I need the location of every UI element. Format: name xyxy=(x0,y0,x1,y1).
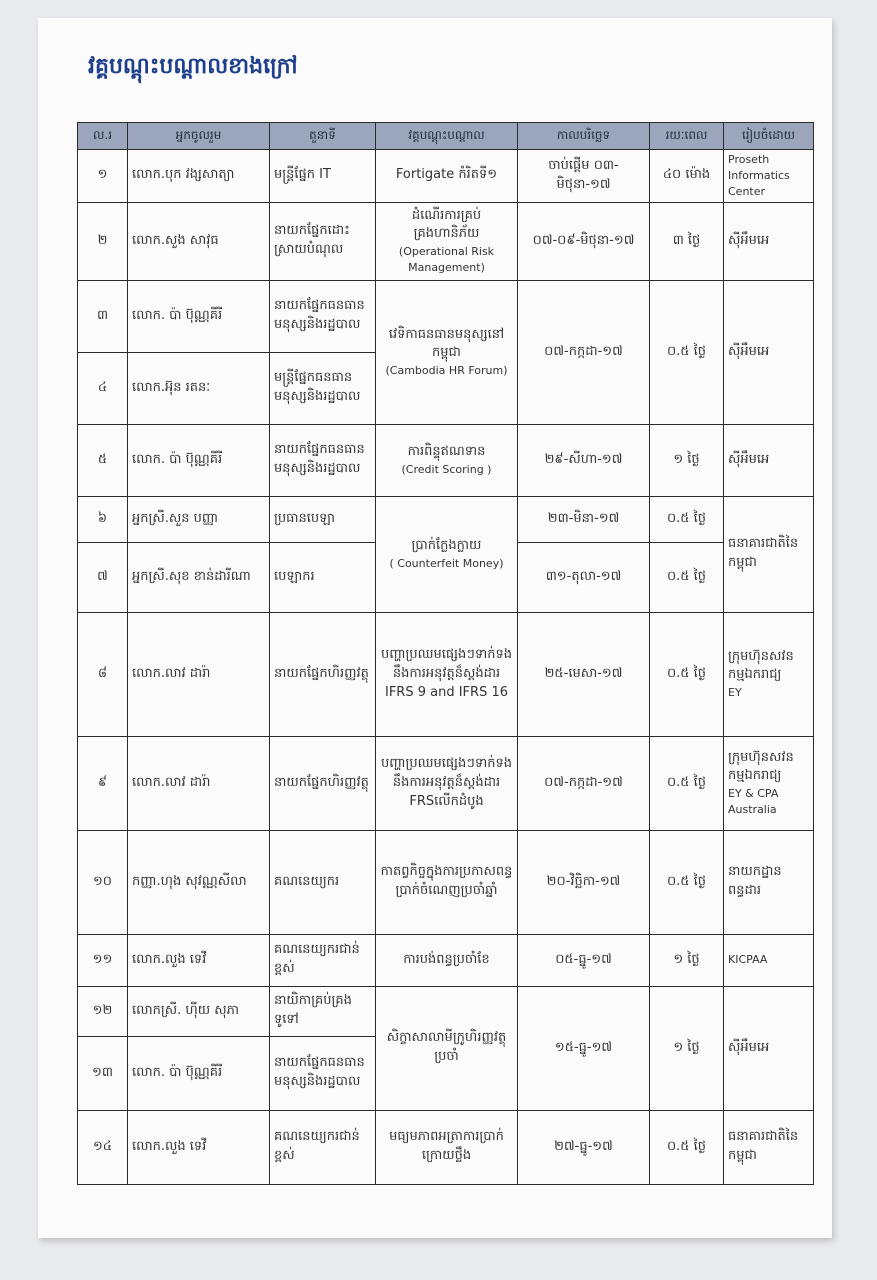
cell-role: គណនេយ្យករ xyxy=(270,830,376,934)
course-subtitle: (Cambodia HR Forum) xyxy=(385,364,508,378)
cell-date: ចាប់ផ្តើម ០៣-មិថុនា-១៧ xyxy=(518,150,650,203)
table-row xyxy=(78,736,814,830)
cell-role: មន្ត្រីផ្នែកធនធានមនុស្សនិងរដ្ឋបាល xyxy=(270,352,376,424)
cell-duration: ០.៥ ថ្ងៃ xyxy=(650,542,724,612)
course-title: វេទិកាធនធានមនុស្សនៅកម្ពុជា xyxy=(388,326,505,361)
cell-role: បេឡាករ xyxy=(270,542,376,612)
table-row xyxy=(78,986,814,1036)
cell-date: ២៩-សីហា-១៧ xyxy=(518,424,650,496)
cell-duration: ៤០ ម៉ោង xyxy=(650,150,724,203)
header-date: កាលបរិច្ឆេទ xyxy=(518,123,650,150)
header-course: វគ្គបណ្តុះបណ្តាល xyxy=(376,123,518,150)
cell-organizer: ធនាគារជាតិនៃកម្ពុជា xyxy=(724,1110,814,1184)
cell-no: ១៤ xyxy=(78,1110,128,1184)
cell-course: ការបង់ពន្ធប្រចាំខែ xyxy=(376,934,518,986)
cell-duration: ០.៥ ថ្ងៃ xyxy=(650,280,724,424)
cell-name: លោកស្រី. ហ៊ីយ សុភា xyxy=(128,986,270,1036)
table-row xyxy=(78,830,814,934)
cell-organizer xyxy=(724,612,814,736)
cell-role: នាយកផ្នែកធនធានមនុស្សនិងរដ្ឋបាល xyxy=(270,280,376,352)
cell-date: ០៧-០៩-មិថុនា-១៧ xyxy=(518,202,650,280)
cell-no: ១១ xyxy=(78,934,128,986)
course-title: ដំណើរការគ្រប់គ្រងហានិភ័យ xyxy=(411,207,482,242)
cell-no: ៤ xyxy=(78,352,128,424)
cell-date: ១៥-ធ្នូ-១៧ xyxy=(518,986,650,1110)
table-row xyxy=(78,280,814,352)
cell-course: Fortigate កំរិតទី១ xyxy=(376,150,518,203)
cell-date: ២៣-មិនា-១៧ xyxy=(518,496,650,542)
cell-organizer xyxy=(724,736,814,830)
cell-no: ៨ xyxy=(78,612,128,736)
table-row xyxy=(78,202,814,280)
training-table xyxy=(77,122,814,1185)
cell-organizer: ស៊ីអឹមអេ xyxy=(724,280,814,424)
cell-role: នាយកផ្នែកធនធានមនុស្សនិងរដ្ឋបាល xyxy=(270,424,376,496)
course-title: ការពិន្ទុឥណទាន xyxy=(407,443,486,459)
course-title: ប្រាក់ក្លែងក្លាយ xyxy=(411,537,482,553)
table-header-row xyxy=(78,123,814,150)
cell-organizer: KICPAA xyxy=(724,934,814,986)
cell-date: ០៥-ធ្នូ-១៧ xyxy=(518,934,650,986)
cell-name: អ្នកស្រី.សួន បញ្ញា xyxy=(128,496,270,542)
cell-name: លោក.អ៊ុន រតនៈ xyxy=(128,352,270,424)
course-subtitle: (Credit Scoring ) xyxy=(401,462,492,476)
organizer-subtitle: EY & CPA Australia xyxy=(728,787,779,817)
cell-organizer: ស៊ីអឹមអេ xyxy=(724,986,814,1110)
header-role: តួនាទី xyxy=(270,123,376,150)
header-participant: អ្នកចូលរួម xyxy=(128,123,270,150)
cell-course: បញ្ហាប្រឈមផ្សេងៗទាក់ទងនឹងការអនុវត្តន៏ស្តង់ដារ IFRS 9 and IFRS 16 xyxy=(376,612,518,736)
cell-duration: ១ ថ្ងៃ xyxy=(650,986,724,1110)
cell-role: នាយកផ្នែកហិរញ្ញវត្ថុ xyxy=(270,736,376,830)
cell-duration: ០.៥ ថ្ងៃ xyxy=(650,830,724,934)
cell-organizer: ធនាគារជាតិនៃកម្ពុជា xyxy=(724,496,814,612)
cell-date: ០៧-កក្កដា-១៧ xyxy=(518,280,650,424)
cell-organizer: Proseth Informatics Center xyxy=(724,150,814,203)
cell-course xyxy=(376,496,518,612)
cell-name: លោក.សួង សាវុធ xyxy=(128,202,270,280)
cell-duration: ០.៥ ថ្ងៃ xyxy=(650,612,724,736)
cell-name: លោក.លាវ ដារ៉ា xyxy=(128,736,270,830)
cell-course: បញ្ហាប្រឈមផ្សេងៗទាក់ទងនឹងការអនុវត្តន៏ស្តង់ដារ FRSលើកដំបូង xyxy=(376,736,518,830)
cell-role: នាយកផ្នែកហិរញ្ញវត្ថុ xyxy=(270,612,376,736)
cell-role: នាយកផ្នែកធនធានមនុស្សនិងរដ្ឋបាល xyxy=(270,1036,376,1110)
organizer-subtitle: EY xyxy=(728,686,742,700)
cell-organizer: នាយកដ្ឋានពន្ធដារ xyxy=(724,830,814,934)
cell-role: ប្រធានបេឡា xyxy=(270,496,376,542)
table-row xyxy=(78,496,814,542)
table-row xyxy=(78,934,814,986)
course-subtitle: (Operational Risk Management) xyxy=(398,245,495,275)
cell-no: ៧ xyxy=(78,542,128,612)
cell-organizer: ស៊ីអឹមអេ xyxy=(724,424,814,496)
table-row xyxy=(78,150,814,203)
cell-duration: ១ ថ្ងៃ xyxy=(650,934,724,986)
cell-course: មធ្យមភាពអត្រាការប្រាក់ក្រោយថ្លឹង xyxy=(376,1110,518,1184)
cell-no: ៦ xyxy=(78,496,128,542)
header-no: ល.រ xyxy=(78,123,128,150)
header-organizer: រៀបចំដោយ xyxy=(724,123,814,150)
cell-no: ១០ xyxy=(78,830,128,934)
organizer-name: ក្រុមហ៊ុនសវនកម្មឯករាជ្យ xyxy=(728,648,794,683)
cell-duration: ០.៥ ថ្ងៃ xyxy=(650,1110,724,1184)
cell-course xyxy=(376,202,518,280)
cell-date: ២៧-ធ្នូ-១៧ xyxy=(518,1110,650,1184)
cell-course xyxy=(376,280,518,424)
table-row xyxy=(78,1110,814,1184)
cell-no: ៣ xyxy=(78,280,128,352)
cell-role: នាយិកាគ្រប់គ្រងទូទៅ xyxy=(270,986,376,1036)
cell-no: ២ xyxy=(78,202,128,280)
cell-no: ១៣ xyxy=(78,1036,128,1110)
cell-name: កញ្ញា.ហុង សុវណ្ណសីលា xyxy=(128,830,270,934)
header-duration: រយៈពេល xyxy=(650,123,724,150)
cell-course xyxy=(376,424,518,496)
cell-role: នាយកផ្នែកដោះស្រាយបំណុល xyxy=(270,202,376,280)
cell-no: ៩ xyxy=(78,736,128,830)
cell-date: ៣១-តុលា-១៧ xyxy=(518,542,650,612)
cell-course: កាតព្វកិច្ចក្នុងការប្រកាសពន្ធប្រាក់ចំណេញប្រចាំឆ្នាំ xyxy=(376,830,518,934)
table-row xyxy=(78,424,814,496)
cell-no: ១ xyxy=(78,150,128,203)
course-subtitle: ( Counterfeit Money) xyxy=(389,556,504,570)
cell-duration: ១ ថ្ងៃ xyxy=(650,424,724,496)
cell-name: លោក. ប៉ា ប៊ុណ្ណគីរី xyxy=(128,280,270,352)
cell-date: ០៧-កក្កដា-១៧ xyxy=(518,736,650,830)
cell-name: លោក. ប៉ា ប៊ុណ្ណគីរី xyxy=(128,1036,270,1110)
cell-role: មន្ត្រីផ្នែក IT xyxy=(270,150,376,203)
page-title: វគ្គបណ្តុះបណ្តាលខាងក្រៅ xyxy=(88,54,298,79)
cell-role: គណនេយ្យករជាន់ខ្ពស់ xyxy=(270,1110,376,1184)
cell-role: គណនេយ្យករជាន់ខ្ពស់ xyxy=(270,934,376,986)
cell-duration: ០.៥ ថ្ងៃ xyxy=(650,496,724,542)
cell-name: លោក.លួង ទេវី xyxy=(128,934,270,986)
cell-name: លោក. ប៉ា ប៊ុណ្ណគីរី xyxy=(128,424,270,496)
training-table-wrapper xyxy=(77,122,813,1185)
cell-date: ២០-វិច្ឆិកា-១៧ xyxy=(518,830,650,934)
cell-name: លោក.លាវ ដារ៉ា xyxy=(128,612,270,736)
cell-name: អ្នកស្រី.សុខ ខាន់ដារីណា xyxy=(128,542,270,612)
cell-date: ២៥-មេសា-១៧ xyxy=(518,612,650,736)
cell-course: សិក្ខាសាលាមីក្រូហិរញ្ញវត្ថុប្រចាំ xyxy=(376,986,518,1110)
organizer-name: ក្រុមហ៊ុនសវនកម្មឯករាជ្យ xyxy=(728,749,794,784)
cell-no: ១២ xyxy=(78,986,128,1036)
cell-name: លោក.លួង ទេវី xyxy=(128,1110,270,1184)
cell-no: ៥ xyxy=(78,424,128,496)
table-row xyxy=(78,612,814,736)
cell-organizer: ស៊ីអឹមអេ xyxy=(724,202,814,280)
cell-name: លោក.បុក វង្សសាត្យា xyxy=(128,150,270,203)
cell-duration: ០.៥ ថ្ងៃ xyxy=(650,736,724,830)
cell-duration: ៣ ថ្ងៃ xyxy=(650,202,724,280)
